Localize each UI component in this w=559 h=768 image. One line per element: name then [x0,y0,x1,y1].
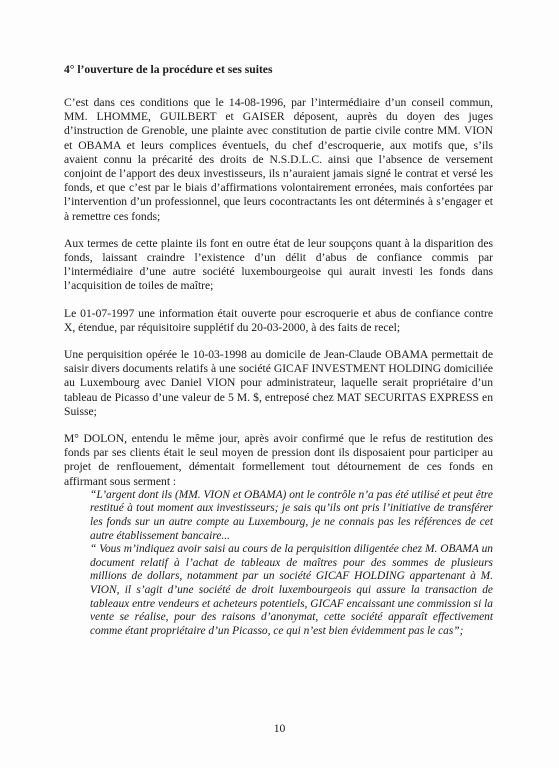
paragraph-soupcons: Aux termes de cette plainte ils font en outre état de leur soupçons quant à la disparition des fonds, laissant craindre l’existence d’un délit d’abus de confiance commis par l’intermédiaire d’une autre société luxembourgeoise qui aurait investi les fonds dans l’acquisition de toiles de maître; [64,236,493,293]
quoted-testimony [90,489,493,639]
quote-perquisition: “ Vous m’indiquez avoir saisi au cours de la perquisition diligentée chez M. OBAMA un document relatif à l’achat de tableaux de maîtres pour des sommes de plusieurs millions de dollars, notamment par un société GICAF HOLDING appartenant à M. VION, il s’agit d’une société de droit luxembourgeois qui assure la transaction de tableaux entre vendeurs et acheteurs potentiels, GICAF encaissant une commission si la vente se réalise, pour des raisons d’anonymat, cette société apparaît effectivement comme étant propriétaire d’un Picasso, ce qui n’est bien évidemment pas le cas”; [90,543,493,637]
paragraph-information: Le 01-07-1997 une information était ouverte pour escroquerie et abus de confiance contre X, étendue, par réquisitoire supplétif du 20-03-2000, à des faits de recel; [64,306,493,334]
paragraph-plainte: C’est dans ces conditions que le 14-08-1996, par l’intermédiaire d’un conseil commun, MM. LHOMME, GUILBERT et GAISER déposent, auprès du doyen des juges d’instruction de Grenoble, une plainte avec constitution de partie civile contre MM. VION et OBAMA et leurs complices éventuels, du chef d’escroquerie, aux motifs que, s’ils avaient connu la précarité des droits de N.S.D.L.C. ainsi que l’absence de versement conjoint de l’apport des deux investisseurs, ils n’auraient jamais signé le contrat et versé les fonds, et que c’est par le biais d’affirmations volontairement erronées, mais confortées par l’intervention d’un professionnel, que leurs cocontractants les ont déterminés à s’engager et à remettre ces fonds; [64,96,493,223]
paragraph-perquisition: Une perquisition opérée le 10-03-1998 au domicile de Jean-Claude OBAMA permettait de saisir divers documents relatifs à une société GICAF INVESTMENT HOLDING domiciliée au Luxembourg avec Daniel VION pour administrateur, laquelle serait propriétaire d’un tableau de Picasso d’une valeur de 5 M. $, entreposé chez MAT SECURITAS EXPRESS en Suisse; [64,348,493,418]
section-heading: 4° l’ouverture de la procédure et ses suites [64,63,273,76]
page-content [64,63,493,638]
paragraph-dolon: M° DOLON, entendu le même jour, après avoir confirmé que le refus de restitution des fonds par ses clients était le seul moyen de pression dont ils disposaient pour participer au projet de renflouement, démentait formellement tout détournement de ces fonds en affirmant sous serment : [64,432,493,488]
quote-argent: “L’argent dont ils (MM. VION et OBAMA) ont le contrôle n’a pas été utilisé et peut être restitué à tout moment aux investisseurs; je sais qu’ils ont pris l’initiative de transférer les fonds sur un autre compte au Luxembourg, je ne connais pas les références de cet autre établissement bancaire... [90,488,493,542]
page-number: 10 [273,722,286,735]
